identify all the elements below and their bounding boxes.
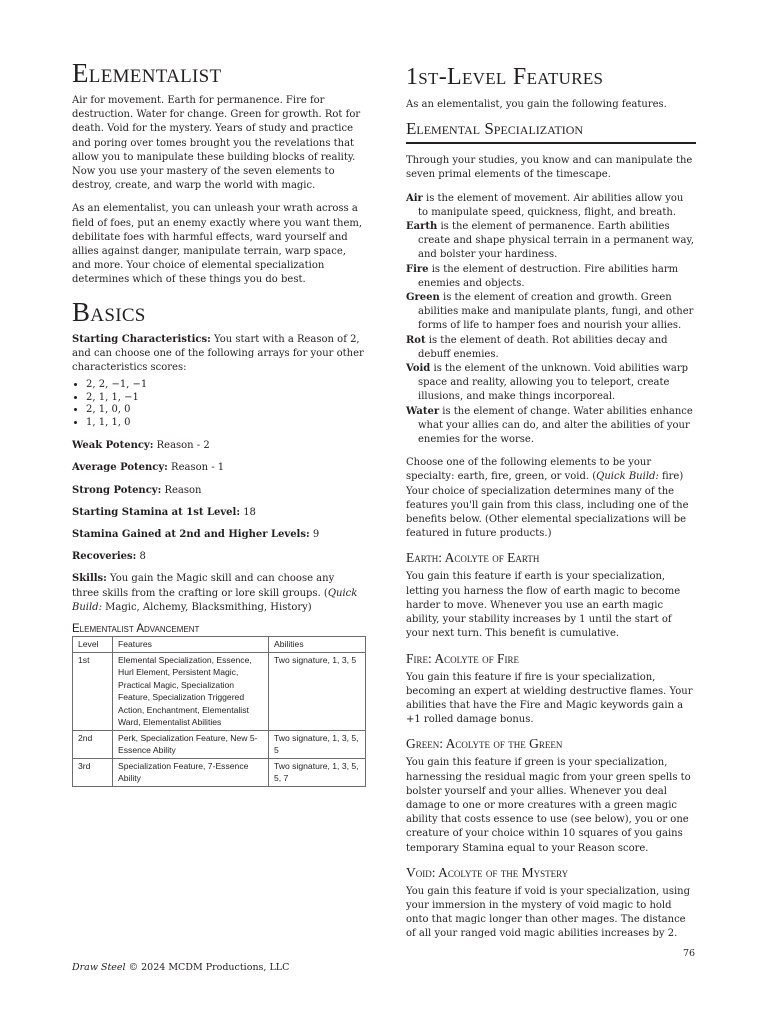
table-cell: 3rd: [73, 758, 113, 786]
element-void: Void is the element of the unknown. Void abilities warp space and reality, allowing you to teleport, create illusions, and make things incorporeal.: [406, 363, 689, 403]
choose-specialty: Choose one of the following elements to be your specialty: earth, fire, green, or void. (Quick Build: fire) Your choice of specialization determines many of the features you'll gain from this class, including one of the benefits below. (Other elemental specializations will be featured in future products.): [406, 457, 689, 540]
subsection-text: You gain this feature if green is your specialization, harnessing the residual magic from your green spells to bolster yourself and your allies. Whenever you deal damage to one or more creatures with a green magic ability that costs essence to use (see below), you or one creature of your choice within 10 squares of you gains temporary Stamina equal to your Reason score.: [406, 757, 691, 854]
element-earth: Earth is the element of permanence. Earth abilities create and shape physical terrain in a permanent way, and bolster your hardiness.: [406, 221, 694, 261]
table-cell: Specialization Feature, 7-Essence Ability: [113, 758, 269, 786]
element-rot: Rot is the element of death. Rot abilities decay and debuff enemies.: [406, 334, 668, 360]
features-title: 1st-Level Features: [406, 64, 604, 90]
subsection-title: Void: Acolyte of the Mystery: [406, 864, 569, 880]
subsection-text: You gain this feature if void is your specialization, using your immersion in the mystery of void magic to hold onto that magic longer than other mages. The distance of all your ranged void magic abilities increases by 2.: [406, 885, 691, 940]
table-cell: 1st: [73, 652, 113, 730]
table-cell: Two signature, 1, 3, 5, 5: [269, 730, 366, 758]
stat-average-potency: Average Potency: Reason - 1: [72, 462, 225, 474]
list-item: • 2, 1, 1, −1: [86, 392, 364, 405]
table-cell: Two signature, 1, 3, 5: [269, 652, 366, 730]
right-column: [406, 62, 696, 942]
element-green: Green is the element of creation and growth. Green abilities make and manipulate plants, fungi, and other forms of life to hamper foes and nourish your allies.: [406, 292, 694, 332]
subsection-text: You gain this feature if fire is your specialization, becoming an expert at wielding destructive flames. Your abilities that have the Fire and Magic keywords gain a +1 rolled damage bonus.: [406, 671, 693, 726]
element-water: Water is the element of change. Water abilities enhance what your allies can do, and alter the abilities of your enemies for the worse.: [406, 405, 693, 446]
footer: [72, 962, 289, 973]
features-intro: As an elementalist, you gain the following features.: [406, 99, 667, 110]
stat-starting-stamina: Starting Stamina at 1st Level: 18: [72, 506, 256, 518]
list-item: • 1, 1, 1, 0: [86, 417, 364, 430]
left-column: [72, 58, 364, 787]
subsection-text: You gain this feature if earth is your specialization, letting you harness the flow of earth magic to become harder to move. Whenever you use an earth magic ability, your stability increases by 1 until the start of your next turn. This benefit is cumulative.: [406, 571, 681, 640]
subsection-title: Green: Acolyte of the Green: [406, 736, 563, 752]
table-cell: Elemental Specialization, Essence, Hurl Element, Persistent Magic, Practical Magic, Specialization Feature, Specialization Triggered Action, Enchantment, Elementalist Ward, Elementalist Abilities: [113, 652, 269, 730]
basics-title: Basics: [72, 296, 146, 327]
specialization-heading: Elemental Specialization: [406, 119, 696, 144]
table-row: [73, 758, 366, 786]
stat-stamina-gained: Stamina Gained at 2nd and Higher Levels: 9: [72, 529, 320, 541]
specialization-intro: Through your studies, you know and can manipulate the seven primal elements of the timescape.: [406, 155, 693, 181]
subsection-title: Earth: Acolyte of Earth: [406, 550, 540, 566]
arrays-list: [72, 379, 364, 429]
element-fire: Fire is the element of destruction. Fire abilities harm enemies and objects.: [406, 263, 679, 289]
element-air: Air is the element of movement. Air abilities allow you to manipulate speed, quickness, flight, and breath.: [406, 192, 684, 218]
table-cell: Perk, Specialization Feature, New 5-Essence Ability: [113, 730, 269, 758]
header-abilities: Abilities: [269, 637, 366, 653]
skills: Skills: You gain the Magic skill and can choose any three skills from the crafting or lore skill groups. (Quick Build: Magic, Alchemy, Blacksmithing, History): [72, 573, 358, 613]
advancement-table-title: Elementalist Advancement: [72, 623, 200, 636]
header-level: Level: [73, 637, 113, 653]
starting-characteristics: Starting Characteristics: You start with a Reason of 2, and can choose one of the following arrays for your other characteristics scores:: [72, 333, 364, 374]
stat-weak-potency: Weak Potency: Reason - 2: [72, 440, 210, 452]
table-row: [73, 652, 366, 730]
page-number: 76: [683, 948, 696, 959]
advancement-table: [72, 636, 366, 787]
table-cell: Two signature, 1, 3, 5, 5, 7: [269, 758, 366, 786]
class-title: Elementalist: [72, 58, 222, 88]
subsection-title: Fire: Acolyte of Fire: [406, 650, 519, 666]
footer-copyright: © 2024 MCDM Productions, LLC: [125, 962, 290, 973]
intro-paragraph: As an elementalist, you can unleash your wrath across a field of foes, put an enemy exactly where you want them, debilitate foes with harmful effects, ward yourself and allies against danger, manipulate terrain, warp space, and more. Your choice of elemental specialization determines which of these things you do best.: [72, 203, 363, 286]
list-item: • 2, 1, 0, 0: [86, 404, 364, 417]
table-cell: 2nd: [73, 730, 113, 758]
header-features: Features: [113, 637, 269, 653]
list-item: • 2, 2, −1, −1: [86, 379, 364, 392]
stat-recoveries: Recoveries: 8: [72, 551, 146, 563]
table-row: [73, 730, 366, 758]
footer-brand: Draw Steel: [72, 962, 126, 973]
table-header-row: [73, 637, 366, 653]
intro-paragraph: Air for movement. Earth for permanence. Fire for destruction. Water for change. Green for growth. Rot for death. Void for the mystery. Years of study and practice and poring over tomes brought you the revelations that allow you to manipulate these building blocks of reality. Now you use your mastery of the seven elements to destroy, create, and warp the world with magic.: [72, 95, 361, 192]
stat-strong-potency: Strong Potency: Reason: [72, 484, 202, 496]
